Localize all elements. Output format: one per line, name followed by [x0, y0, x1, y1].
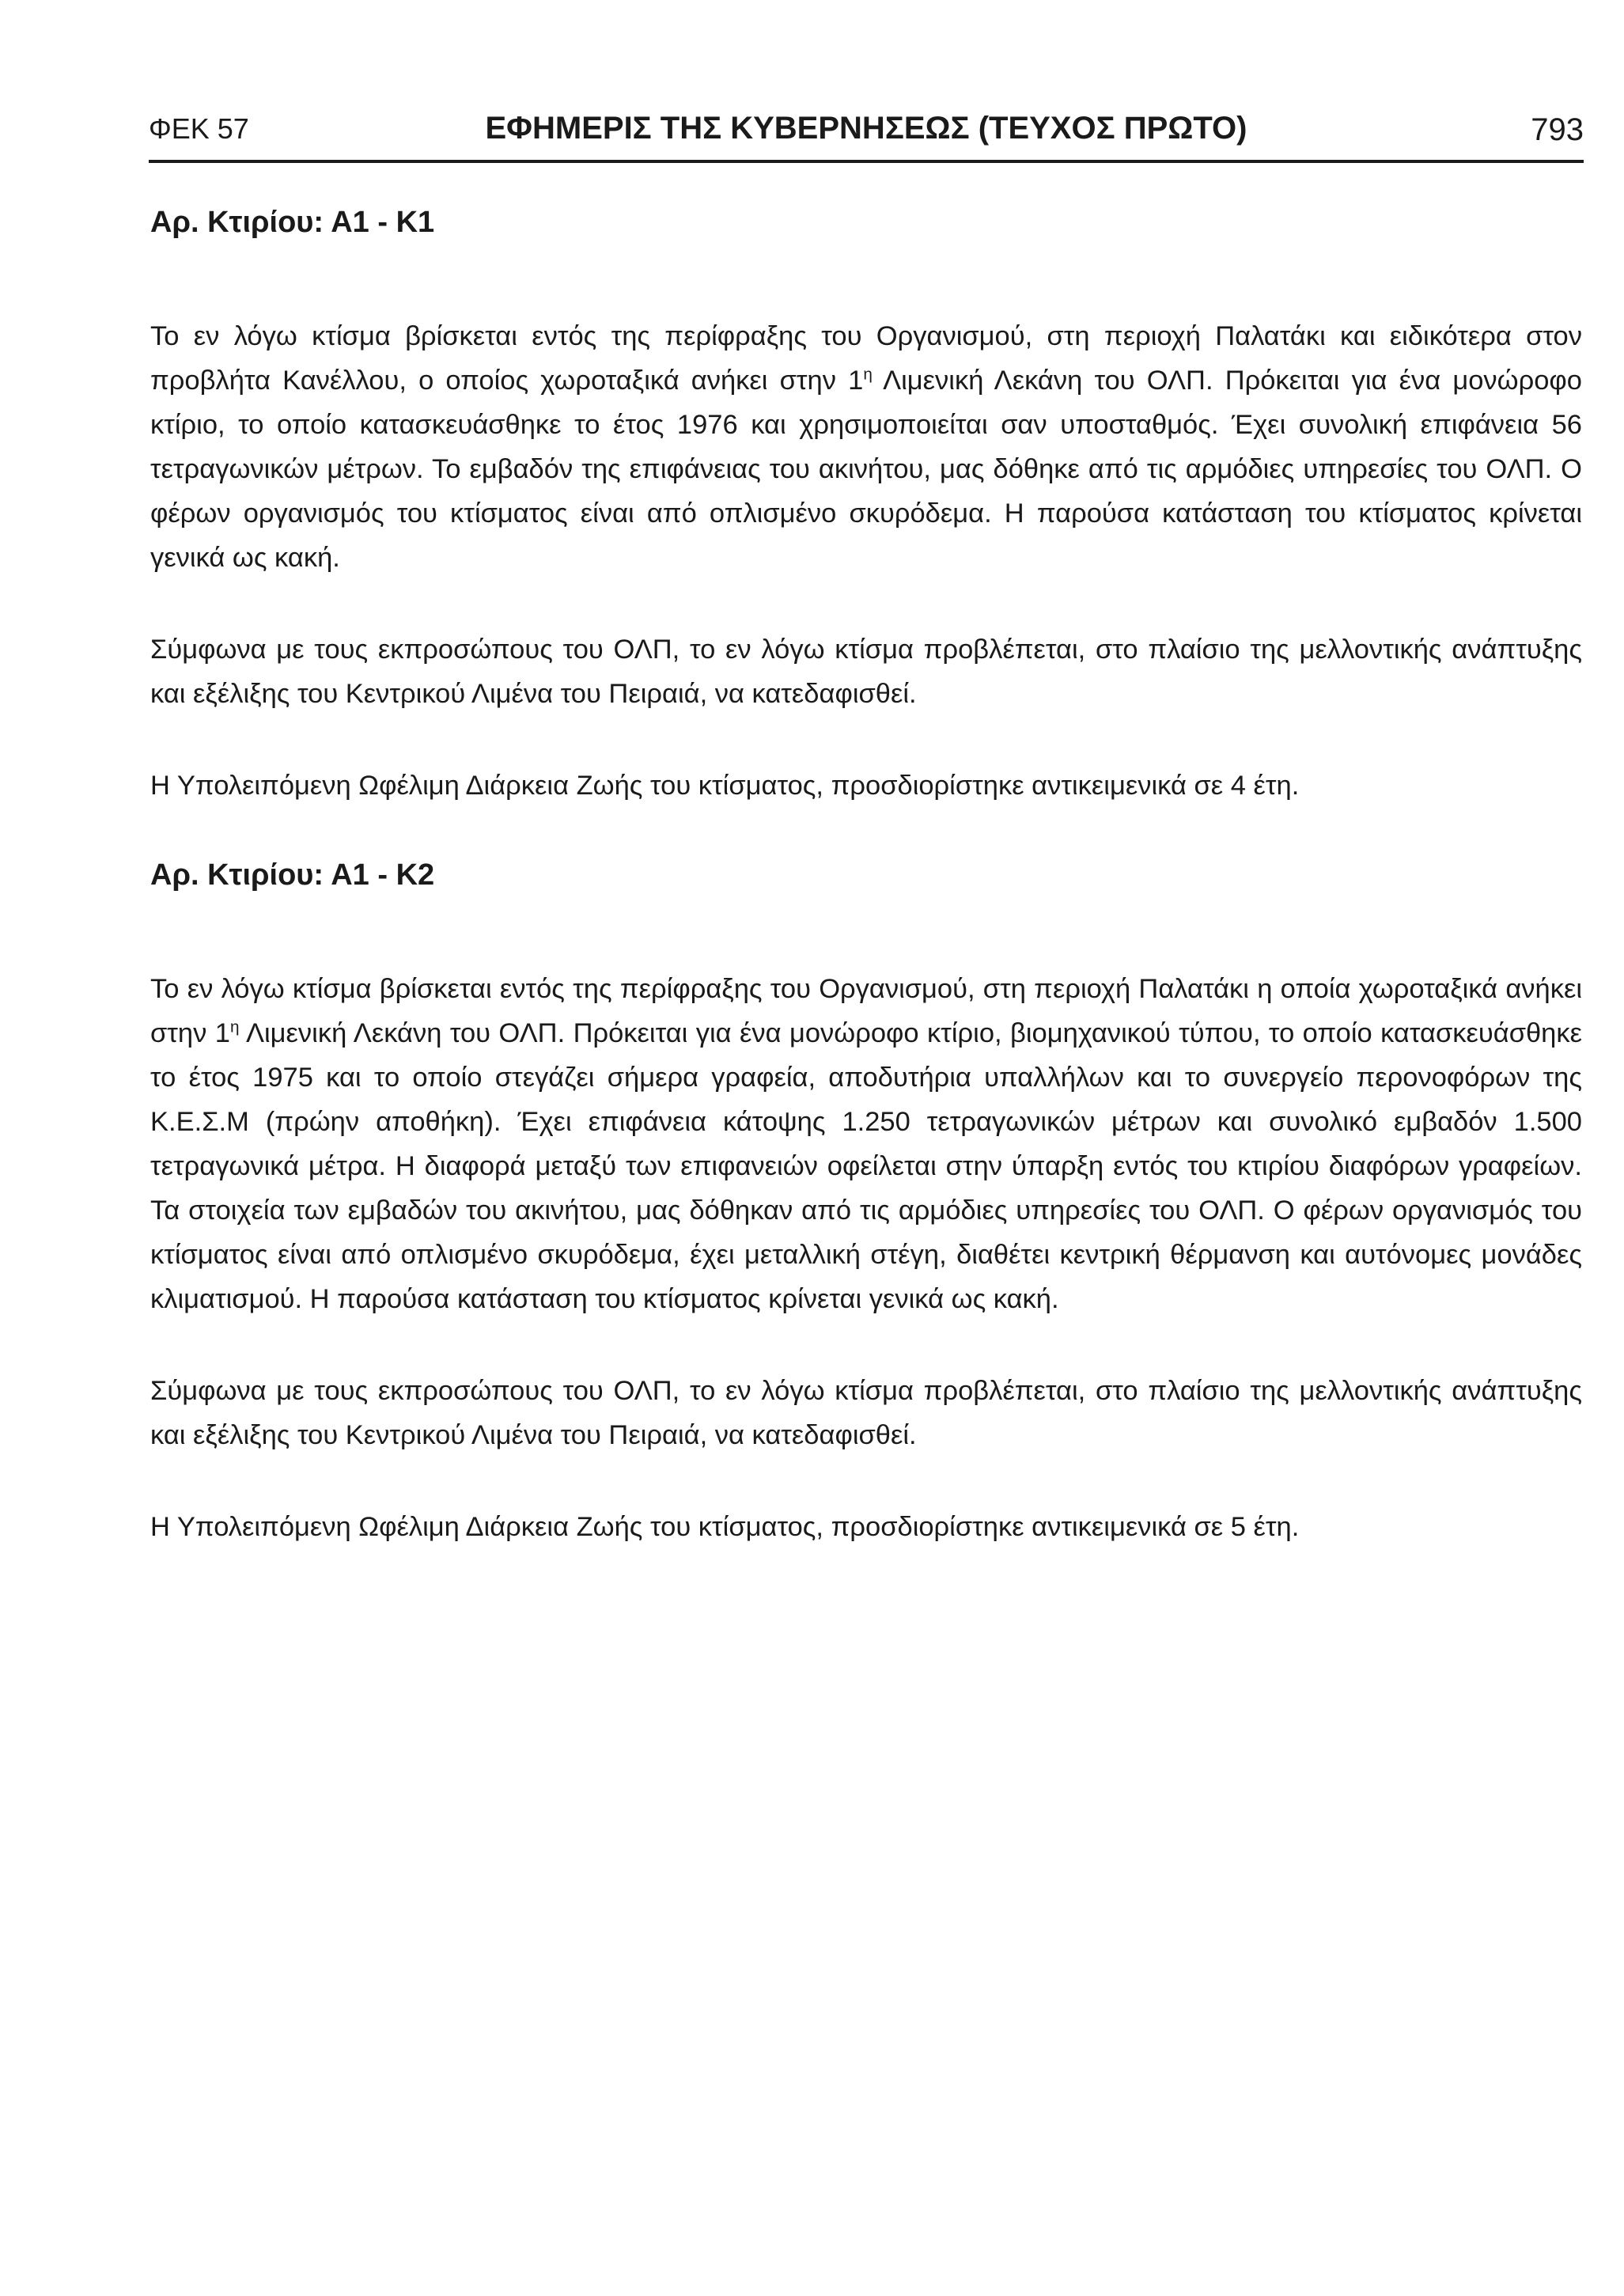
useful-life-paragraph-k2: Η Υπολειπόμενη Ωφέλιμη Διάρκεια Ζωής του κτίσματος, προσδιορίστηκε αντικειμενικά σε 5 έτη.	[150, 1512, 1300, 1542]
building-heading-k2: Αρ. Κτιρίου: Α1 - Κ2	[150, 858, 435, 892]
document-body	[150, 206, 1582, 1549]
demolition-plan-paragraph-k1: Σύμφωνα με τους εκπροσώπους του ΟΛΠ, το εν λόγω κτίσμα προβλέπεται, στο πλαίσιο της μελλοντικής ανάπτυξης και εξέλιξης του Κεντρικού Λιμένα του Πειραιά, να κατεδαφισθεί.	[150, 635, 1582, 709]
superscript: η	[229, 1017, 240, 1036]
journal-title: ΕΦΗΜΕΡΙΣ ΤΗΣ ΚΥΒΕΡΝΗΣΕΩΣ (ΤΕΥΧΟΣ ΠΡΩΤΟ)	[485, 111, 1247, 146]
page-header	[149, 111, 1584, 163]
description-paragraph-k2	[150, 967, 1582, 1321]
useful-life-paragraph-k1: Η Υπολειπόμενη Ωφέλιμη Διάρκεια Ζωής του κτίσματος, προσδιορίστηκε αντικειμενικά σε 4 έτη.	[150, 771, 1300, 801]
demolition-plan-paragraph-k2: Σύμφωνα με τους εκπροσώπους του ΟΛΠ, το εν λόγω κτίσμα προβλέπεται, στο πλαίσιο της μελλοντικής ανάπτυξης και εξέλιξης του Κεντρικού Λιμένα του Πειραιά, να κατεδαφισθεί.	[150, 1376, 1582, 1450]
description-text: Το εν λόγω κτίσμα βρίσκεται εντός της περίφραξης του Οργανισμού, στη περιοχή Παλατάκι η οποία χωροταξικά ανήκει στην 1	[150, 974, 1582, 1048]
description-text: Λιμενική Λεκάνη του ΟΛΠ. Πρόκειται για ένα μονώροφο κτίριο, βιομηχανικού τύπου, το οποίο κατασκευάσθηκε το έτος 1975 και το οποίο στεγάζει σήμερα γραφεία, αποδυτήρια υπαλλήλων και το συνεργείο περονοφόρων της Κ.Ε.Σ.Μ (πρώην αποθήκη). Έχει επιφάνεια κάτοψης 1.250 τετραγωνικών μέτρων και συνολικό εμβαδόν 1.500 τετραγωνικά μέτρα. Η διαφορά μεταξύ των επιφανειών οφείλεται στην ύπαρξη εντός του κτιρίου διαφόρων γραφείων. Τα στοιχεία των εμβαδών του ακινήτου, μας δόθηκαν από τις αρμόδιες υπηρεσίες του ΟΛΠ. Ο φέρων οργανισμός του κτίσματος είναι από οπλισμένο σκυρόδεμα, έχει μεταλλική στέγη, διαθέτει κεντρική θέρμανση και αυτόνομες μονάδες κλιματισμού. Η παρούσα κατάσταση του κτίσματος κρίνεται γενικά ως κακή.	[150, 1018, 1582, 1314]
description-text: Λιμενική Λεκάνη του ΟΛΠ. Πρόκειται για ένα μονώροφο κτίριο, το οποίο κατασκευάσθηκε το έτος 1976 και χρησιμοποιείται σαν υποσταθμός. Έχει συνολική επιφάνεια 56 τετραγωνικών μέτρων. Το εμβαδόν της επιφάνειας του ακινήτου, μας δόθηκε από τις αρμόδιες υπηρεσίες του ΟΛΠ. Ο φέρων οργανισμός του κτίσματος είναι από οπλισμένο σκυρόδεμα. Η παρούσα κατάσταση του κτίσματος κρίνεται γενικά ως κακή.	[150, 366, 1582, 573]
description-text: Το εν λόγω κτίσμα βρίσκεται εντός της περίφραξης του Οργανισμού, στη περιοχή Παλατάκι και ειδικότερα στον προβλήτα Κανέλλου, ο οποίος χωροταξικά ανήκει στην 1	[150, 321, 1582, 396]
superscript: η	[863, 365, 873, 384]
issue-number: ΦΕΚ 57	[149, 112, 249, 145]
building-heading-k1: Αρ. Κτιρίου: Α1 - Κ1	[150, 206, 435, 239]
description-paragraph-k1	[150, 314, 1582, 580]
page-number: 793	[1531, 112, 1584, 147]
